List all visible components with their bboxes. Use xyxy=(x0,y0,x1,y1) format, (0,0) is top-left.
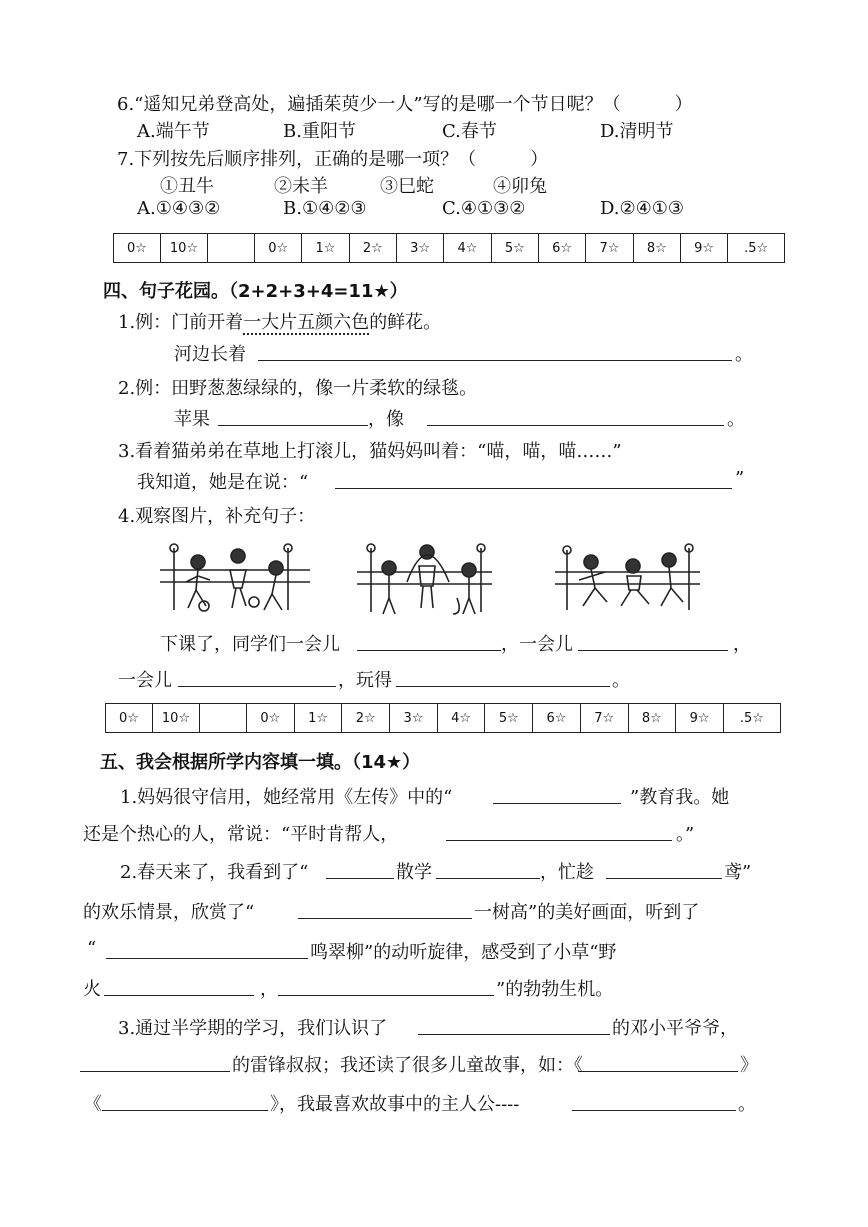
q7-item-4: ④卯兔 xyxy=(493,176,547,197)
s4-q2-blank-2[interactable] xyxy=(427,425,724,426)
s5-p3-b: 的邓小平爷爷， xyxy=(612,1018,738,1039)
score-cell[interactable]: 3☆ xyxy=(390,704,438,733)
s4-q1-example xyxy=(118,308,441,334)
s4-q2-a: 苹果 xyxy=(174,409,210,430)
s5-p1-b: ”教育我。她 xyxy=(630,787,730,808)
s5-p2-e: 的欢乐情景，欣赏了“ xyxy=(83,902,255,923)
s5-p2-c: ，忙趁 xyxy=(540,862,594,883)
score-cell[interactable]: 0☆ xyxy=(255,234,302,263)
score-cell[interactable]: 6☆ xyxy=(538,234,585,263)
s4-q4-a: 下课了，同学们一会儿 xyxy=(160,634,340,655)
s4-q2-end: 。 xyxy=(727,409,745,430)
s4-q2-example: 2.例：田野葱葱绿绿的，像一片柔软的绿毯。 xyxy=(118,378,478,399)
s5-p2-blank-5[interactable] xyxy=(106,958,308,959)
s5-p2-h: 鸣翠柳”的动听旋律，感受到了小草“野 xyxy=(310,942,617,963)
s5-p2-g: “ xyxy=(87,938,97,959)
s4-q4-d: 一会儿 xyxy=(118,670,172,691)
s4-q3-a: 我知道，她是在说：“ xyxy=(137,472,309,493)
s4-q3-blank[interactable] xyxy=(335,488,732,489)
q7-option-a[interactable]: A.①④③② xyxy=(137,198,221,219)
score-cell[interactable]: 7☆ xyxy=(580,704,628,733)
s4-q4-stem: 4.观察图片，补充句子： xyxy=(118,506,316,527)
s5-p2-k: ”的勃勃生机。 xyxy=(496,979,614,1000)
kids-running-picture xyxy=(555,540,700,615)
s5-p1-d: 。” xyxy=(676,824,695,845)
s5-p3-blank-1[interactable] xyxy=(418,1034,610,1035)
s5-p3-blank-5[interactable] xyxy=(572,1110,736,1111)
score-table-1 xyxy=(113,233,785,263)
s5-p3-blank-4[interactable] xyxy=(102,1110,268,1111)
s4-q2-b: ，像 xyxy=(368,409,404,430)
s5-p2-blank-6[interactable] xyxy=(104,995,254,996)
q6-option-b[interactable]: B.重阳节 xyxy=(283,121,356,142)
score-cell[interactable]: 8☆ xyxy=(628,704,676,733)
score-cell[interactable]: 1☆ xyxy=(302,234,349,263)
score-cell[interactable]: 8☆ xyxy=(633,234,680,263)
s5-p2-blank-1[interactable] xyxy=(326,878,394,879)
s5-p3-g: 。 xyxy=(738,1094,756,1115)
s5-p2-b: 散学 xyxy=(396,862,432,883)
s4-q4-blank-1[interactable] xyxy=(357,650,501,651)
s5-p2-blank-3[interactable] xyxy=(606,878,722,879)
s5-p2-d: 鸢” xyxy=(724,862,752,883)
s4-q1-prompt: 河边长着 xyxy=(174,344,246,365)
score-cell[interactable]: .5☆ xyxy=(723,704,780,733)
score-cell[interactable]: 6☆ xyxy=(533,704,581,733)
score-cell[interactable] xyxy=(200,704,247,733)
score-cell[interactable]: 7☆ xyxy=(586,234,633,263)
s4-q4-blank-3[interactable] xyxy=(178,686,336,687)
score-cell[interactable]: 0☆ xyxy=(114,234,161,263)
q7-item-3: ③巳蛇 xyxy=(380,176,434,197)
q7-option-c[interactable]: C.④①③② xyxy=(442,198,526,219)
s4-q4-blank-2[interactable] xyxy=(578,650,728,651)
s4-q1-blank[interactable] xyxy=(258,360,732,361)
s5-p3-a: 3.通过半学期的学习，我们认识了 xyxy=(118,1018,388,1039)
s4-q4-c: ， xyxy=(733,634,751,655)
score-cell[interactable]: 2☆ xyxy=(342,704,390,733)
score-cell[interactable]: 5☆ xyxy=(491,234,538,263)
s4-q4-e: ，玩得 xyxy=(338,670,392,691)
score-cell[interactable] xyxy=(208,234,255,263)
s5-p2-blank-4[interactable] xyxy=(298,918,472,919)
q7-stem: 7.下列按先后顺序排列，正确的是哪一项？（ ） xyxy=(117,149,549,170)
s5-p3-blank-3[interactable] xyxy=(578,1071,738,1072)
q7-item-2: ②未羊 xyxy=(274,176,328,197)
score-cell[interactable]: .5☆ xyxy=(728,234,785,263)
s4-q1-end: 。 xyxy=(735,344,753,365)
s5-p3-e: 《 xyxy=(84,1094,102,1115)
q6-stem: 6.“遥知兄弟登高处，遍插茱萸少一人”写的是哪一个节日呢？（ ） xyxy=(117,94,693,115)
s4-q4-b: ，一会儿 xyxy=(501,634,573,655)
s5-p2-blank-2[interactable] xyxy=(436,878,540,879)
score-cell[interactable]: 4☆ xyxy=(444,234,491,263)
s4-q2-blank-1[interactable] xyxy=(218,425,368,426)
section-4-title: 四、句子花园。（2+2+3+4=11★） xyxy=(103,281,408,302)
score-cell[interactable]: 2☆ xyxy=(349,234,396,263)
s5-p2-j: ， xyxy=(260,979,278,1000)
s5-p1-a: 1.妈妈很守信用，她经常用《左传》中的“ xyxy=(120,787,453,808)
q7-option-b[interactable]: B.①④②③ xyxy=(283,198,367,219)
s4-q4-blank-4[interactable] xyxy=(396,686,610,687)
s5-p3-blank-2[interactable] xyxy=(80,1071,230,1072)
score-cell[interactable]: 9☆ xyxy=(680,234,727,263)
s5-p3-f: 》，我最喜欢故事中的主人公---- xyxy=(270,1094,520,1115)
s5-p3-c: 的雷锋叔叔；我还读了很多儿童故事，如：《 xyxy=(232,1055,583,1076)
q7-option-d[interactable]: D.②④①③ xyxy=(600,198,685,219)
q6-option-c[interactable]: C.春节 xyxy=(442,121,497,142)
score-cell[interactable]: 1☆ xyxy=(294,704,342,733)
s5-p3-d: 》 xyxy=(740,1055,758,1076)
score-cell[interactable]: 10☆ xyxy=(153,704,200,733)
score-cell[interactable]: 9☆ xyxy=(676,704,724,733)
score-cell[interactable]: 4☆ xyxy=(437,704,485,733)
s5-p1-blank-2[interactable] xyxy=(446,840,672,841)
section-5-title: 五、我会根据所学内容填一填。（14★） xyxy=(100,752,421,773)
score-cell[interactable]: 0☆ xyxy=(106,704,153,733)
s4-q3-stem: 3.看着猫弟弟在草地上打滚儿，猫妈妈叫着：“喵，喵，喵……” xyxy=(118,441,622,462)
s5-p2-a: 2.春天来了，我看到了“ xyxy=(120,862,309,883)
q7-item-1: ①丑牛 xyxy=(160,176,214,197)
s4-q1-example-dotted: 一大片五颜六色 xyxy=(243,312,370,333)
score-cell[interactable]: 5☆ xyxy=(485,704,533,733)
score-table-2 xyxy=(105,703,781,733)
score-cell[interactable]: 3☆ xyxy=(396,234,443,263)
s4-q1-example-a: 1.例：门前开着 xyxy=(118,312,244,333)
kids-jumping-rope-picture xyxy=(357,538,492,618)
s4-q3-end: ” xyxy=(735,468,745,489)
s5-p2-blank-7[interactable] xyxy=(278,995,494,996)
s5-p2-i: 火 xyxy=(83,979,101,1000)
s5-p1-c: 还是个热心的人，常说：“平时肯帮人， xyxy=(83,824,399,845)
s5-p2-f: 一树高”的美好画面，听到了 xyxy=(474,902,700,923)
s5-p1-blank-1[interactable] xyxy=(493,803,621,804)
score-cell[interactable]: 0☆ xyxy=(247,704,295,733)
kids-playing-ball-picture xyxy=(160,540,310,615)
s4-q1-example-c: 的鲜花。 xyxy=(369,312,442,333)
q6-option-a[interactable]: A.端午节 xyxy=(137,121,210,142)
s4-q4-end: 。 xyxy=(612,670,630,691)
q6-option-d[interactable]: D.清明节 xyxy=(600,121,674,142)
score-cell[interactable]: 10☆ xyxy=(161,234,208,263)
